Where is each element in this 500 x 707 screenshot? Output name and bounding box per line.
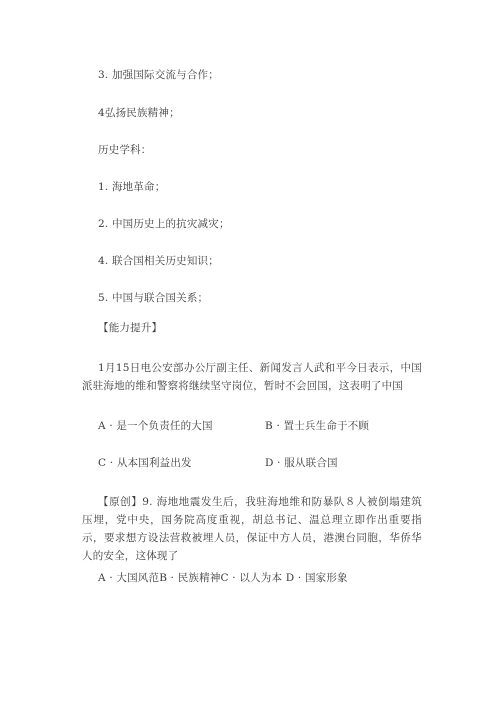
item-national-spirit: 4弘扬民族精神； (98, 107, 180, 119)
question-1-option-b: B · 置士兵生命于不顾 (265, 420, 370, 432)
heading-history-subject: 历史学科： (98, 144, 152, 156)
question-2-stem: 【原创】9. 海地地震发生后，我驻海地维和防暴队８人被倒塌建筑压埋，党中央，国务院高度重视，胡总书记、温总理立即作出重要指示，要求想方设法营救被埋人员，保证中方人员，港澳台同胞，华侨华人的安全，这体现了 (82, 496, 422, 562)
question-1-option-d: D · 服从联合国 (265, 457, 338, 469)
item-strengthen-cooperation: 3. 加强国际交流与合作； (98, 69, 219, 81)
question-1-stem: 1月15日电公安部办公厅副主任、新闻发言人武和平今日表示，中国派驻海地的维和警察将继续坚守岗位，暂时不会回国，这表明了中国 (82, 362, 422, 392)
question-1-option-a: A · 是一个负责任的大国 (98, 420, 213, 432)
question-1-option-c: C · 从本国利益出发 (98, 457, 192, 469)
item-china-un-relations: 5. 中国与联合国关系； (98, 292, 209, 304)
item-disaster-relief-history: 2. 中国历史上的抗灾减灾； (98, 218, 230, 230)
question-2-options: A · 大国风范B · 民族精神C · 以人为本 D · 国家形象 (98, 572, 348, 584)
item-un-history: 4. 联合国相关历史知识； (98, 255, 219, 267)
item-haiti-revolution: 1. 海地革命； (98, 181, 166, 193)
section-heading-ability: 【能力提升】 (98, 322, 163, 334)
